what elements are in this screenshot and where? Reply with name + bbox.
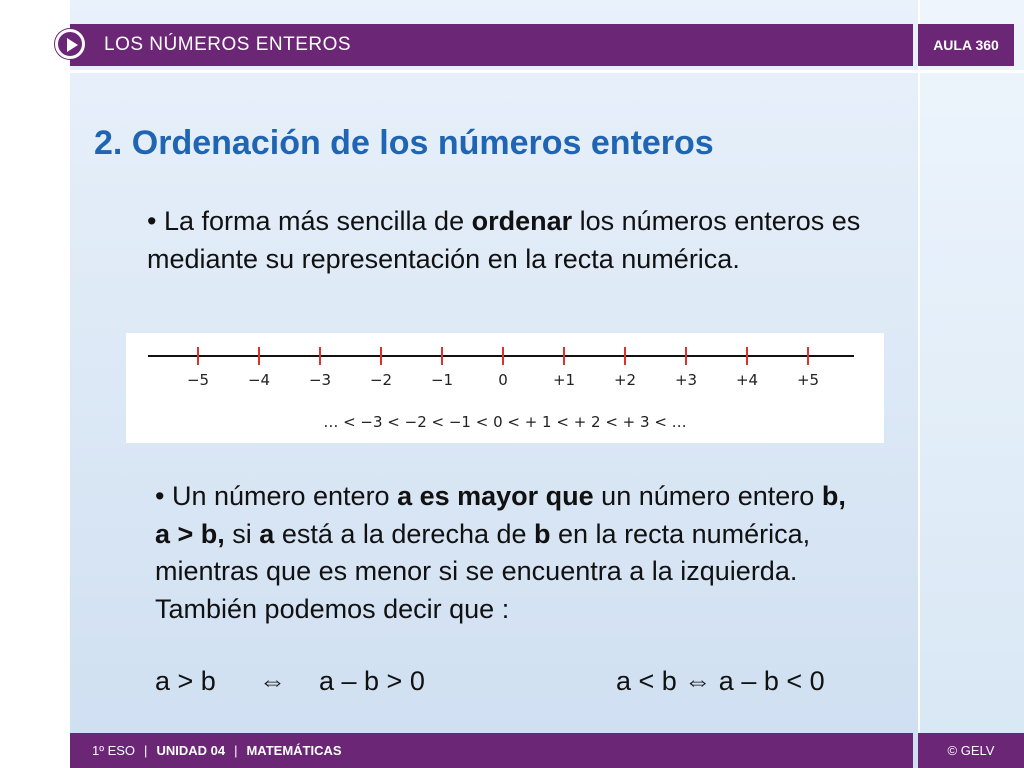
number-line-label: −4 xyxy=(247,371,271,389)
paragraph-ordering xyxy=(147,203,867,278)
paragraph-bold-term: ordenar xyxy=(471,206,573,236)
number-line-figure xyxy=(126,333,884,443)
right-margin-panel xyxy=(918,0,1024,768)
brand-label: AULA 360 xyxy=(918,24,1014,66)
number-line-label: +1 xyxy=(552,371,576,389)
number-line-label: +2 xyxy=(613,371,637,389)
number-line-svg xyxy=(126,333,884,443)
footer-copyright: © GELV xyxy=(918,733,1024,768)
formula-row xyxy=(155,666,875,706)
formula-left-condition: a > b xyxy=(155,666,216,696)
number-line-label: −1 xyxy=(430,371,454,389)
footer-subject: MATEMÁTICAS xyxy=(246,743,342,758)
paragraph-text: • Un número entero xyxy=(155,481,398,511)
number-line-label: −5 xyxy=(186,371,210,389)
number-line-label: 0 xyxy=(498,371,508,389)
paragraph-text: si xyxy=(224,518,260,549)
number-line-label: +5 xyxy=(796,371,820,389)
footer-separator: | xyxy=(144,743,148,758)
paragraph-bold-term: b, a > b, xyxy=(155,481,846,549)
header-divider xyxy=(70,70,1024,73)
number-line-label: −3 xyxy=(308,371,332,389)
footer-separator: | xyxy=(234,743,238,758)
page-title: 2. Ordenación de los números enteros xyxy=(94,124,714,162)
footer-unit: UNIDAD 04 xyxy=(156,743,226,758)
number-line-label: −2 xyxy=(369,371,393,389)
paragraph-text: está a la derecha de xyxy=(274,518,535,549)
paragraph-text: un número entero xyxy=(593,481,822,511)
footer-bar xyxy=(70,733,913,768)
order-sequence-text: … < −3 < −2 < −1 < 0 < + 1 < + 2 < + 3 < … xyxy=(323,413,687,431)
footer-course: 1º ESO xyxy=(92,743,136,758)
number-line-label: +4 xyxy=(735,371,759,389)
paragraph-text: en la recta numérica, mientras que es menor si se encuentra a la izquierda. También podemos decir que : xyxy=(155,518,811,624)
paragraph-bold-term: b xyxy=(534,518,551,549)
formula-right: a < b ⇔ a – b < 0 xyxy=(616,666,825,696)
formula-iff-symbol: ⇔ xyxy=(259,666,286,696)
play-icon[interactable] xyxy=(55,29,85,59)
paragraph-comparison xyxy=(155,478,855,628)
paragraph-bold-term: a xyxy=(259,518,275,549)
paragraph-bold-term: a es mayor que xyxy=(397,481,594,511)
formula-left-equivalent: a – b > 0 xyxy=(319,666,425,696)
paragraph-text: los números enteros es mediante su representación en la recta numérica. xyxy=(147,206,861,274)
number-line-label: +3 xyxy=(674,371,698,389)
header-title: LOS NÚMEROS ENTEROS xyxy=(104,34,352,55)
paragraph-text: • La forma más sencilla de xyxy=(147,206,472,236)
